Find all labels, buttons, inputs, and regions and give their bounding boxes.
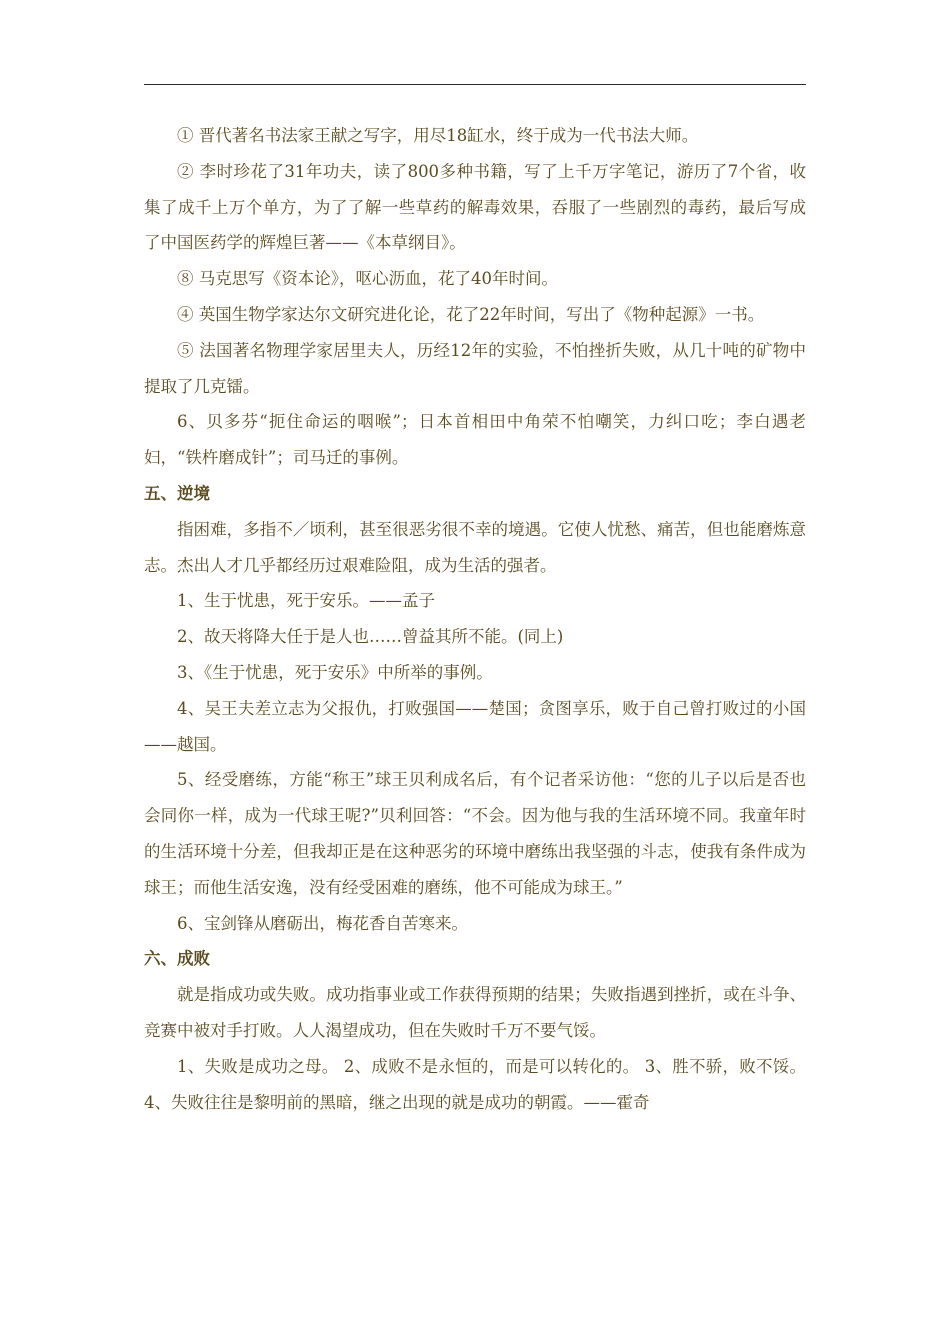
paragraph: ⑤ 法国著名物理学家居里夫人，历经12年的实验，不怕挫折失败，从几十吨的矿物中提取了几克镭。 — [144, 340, 806, 396]
paragraph: ④ 英国生物学家达尔文研究进化论，花了22年时间，写出了《物种起源》一书。 — [177, 304, 765, 324]
paragraph: 指困难，多指不／顷利，甚至很恶劣很不幸的境遇。它使人忧愁、痛苦，但也能磨炼意志。杰出人才几乎都经历过艰难险阻，成为生活的强者。 — [144, 519, 806, 575]
paragraph: ① 晋代著名书法家王献之写字，用尽18缸水，终于成为一代书法大师。 — [177, 126, 699, 145]
section-heading: 六、成败 — [144, 949, 210, 969]
paragraph: 5、经受磨练，方能“称王”球王贝利成名后，有个记者采访他：“您的儿子以后是否也会同你一样，成为一代球王呢?”贝利回答：“不会。因为他与我的生活环境不同。我童年时的生活环境十分差，但我却正是在这种恶劣的环境中磨练出我坚强的斗志，使我有条件成为球王；而他生活安逸，没有经受困难的磨练，他不可能成为球王。” — [144, 770, 806, 897]
header-rule — [144, 84, 806, 85]
paragraph: 2、故天将降大任于是人也……曾益其所不能。(同上) — [177, 627, 564, 647]
paragraph: ② 李时珍花了31年功夫，读了800多种书籍，写了上千万字笔记，游历了7个省，收集了成千上万个单方，为了了解一些草药的解毒效果，吞服了一些剧烈的毒药，最后写成 了中国医药学的辉煌巨著——《本草纲目》。 — [144, 161, 823, 253]
paragraph: 1、失败是成功之母。 2、成败不是永恒的，而是可以转化的。 3、胜不骄，败不馁。4、失败往往是黎明前的黑暗，继之出现的就是成功的朝霞。——霍奇 — [144, 1056, 806, 1112]
paragraph: 6、贝多芬“扼住命运的咽喉”；日本首相田中角荣不怕嘲笑，力纠口吃；李白遇老妇，“铁杵磨成针”；司马迁的事例。 — [144, 412, 806, 468]
paragraph: 1、生于忧患，死于安乐。——孟子 — [177, 591, 435, 611]
section-heading: 五、逆境 — [144, 483, 210, 503]
document-body — [144, 118, 823, 1120]
paragraph: ⑧ 马克思写《资本论》，呕心沥血，花了40年时间。 — [177, 269, 558, 289]
paragraph: 4、吴王夫差立志为父报仇，打败强国——楚国；贪图享乐，败于自己曾打败过的小国——越国。 — [144, 698, 806, 754]
paragraph: 3、《生于忧患，死于安乐》中所举的事例。 — [177, 662, 493, 682]
paragraph: 6、宝剑锋从磨砺出，梅花香自苦寒来。 — [177, 913, 468, 933]
paragraph: 就是指成功或失败。成功指事业或工作获得预期的结果；失败指遇到挫折，或在斗争、竞赛中被对手打败。人人渴望成功，但在失败时千万不要气馁。 — [144, 985, 806, 1040]
